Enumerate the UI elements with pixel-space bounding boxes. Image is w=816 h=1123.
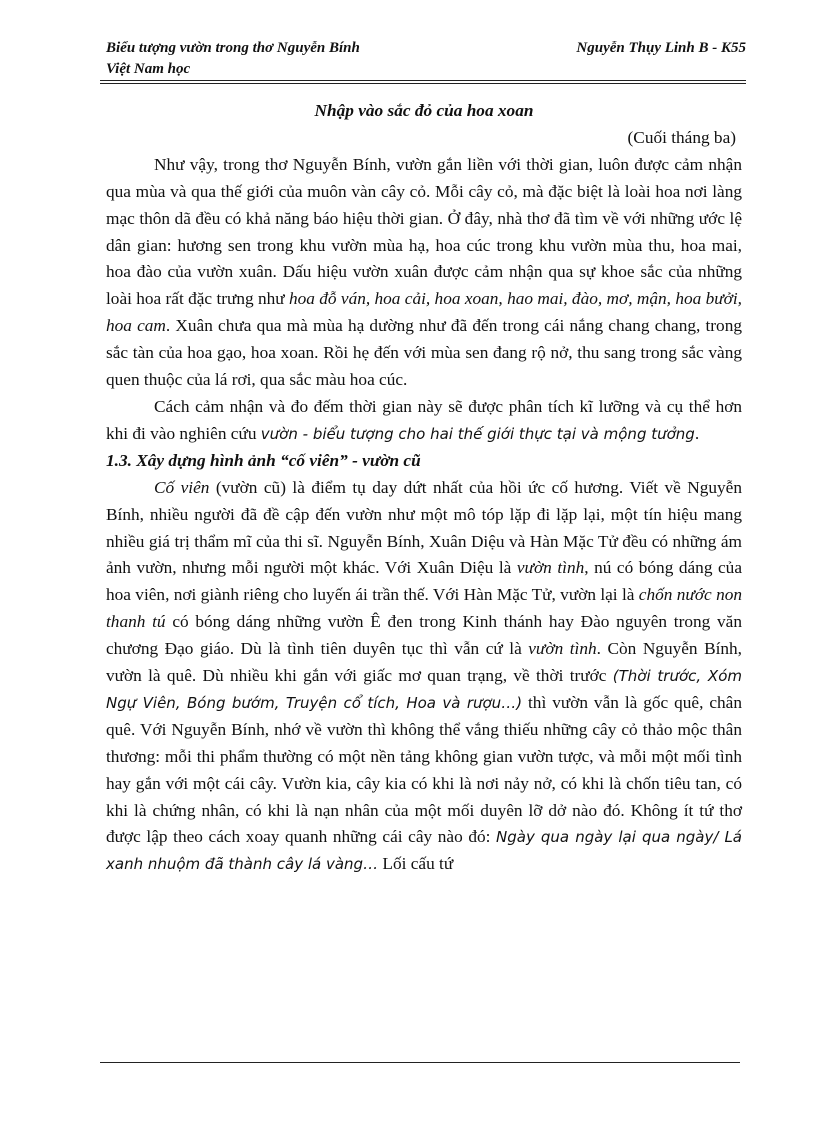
p2-italic-topic: vườn - biểu tượng cho hai thế giới thực tại và mộng tưởng xyxy=(260,424,695,443)
p3-italic-5: (Thời trước, Xóm Ngự Viên, Bóng bướm, Truyện cổ tích, Hoa và rượu…) xyxy=(106,667,742,712)
header-subject: Việt Nam học xyxy=(106,61,191,77)
p1-text-1: Như vậy, trong thơ Nguyễn Bính, vườn gắn liền với thời gian, luôn được cảm nhận qua mùa và qua thế giới của muôn vàn cây cỏ. Mỗi cây cỏ, mà đặc biệt là loài hoa nơi làng mạc thôn dã đều có khả năng báo hiệu thời gian. Ở đây, nhà thơ đã tìm về với những ước lệ dân gian: hương sen trong khu vườn mùa hạ, hoa cúc trong khu vườn mùa thu, hoa mai, hoa đào của vườn xuân. Dấu hiệu vườn xuân được cảm nhận qua sự khoe sắc của những loài hoa rất đặc trưng như xyxy=(106,154,742,309)
p3-text-6: Lối cấu tứ xyxy=(378,854,454,874)
poem-title: Nhập vào sắc đỏ của hoa xoan xyxy=(314,101,534,120)
p2-text-2: . xyxy=(694,423,700,443)
p3-text-3: có bóng dáng những vườn Ê đen trong Kinh thánh hay Đào nguyên trong văn chương Đạo giáo. Dù là tình tiên duyên tục thì vẫn cứ là xyxy=(106,612,742,659)
p1-text-2: . Xuân chưa qua mà mùa hạ dường như đã đến trong cái nắng chang chang, trong sắc tàn của hoa gạo, hoa xoan. Rồi hẹ đến với mùa sen đang rộ nở, thu sang trong sắc vàng quen thuộc của lá rơi, qua sắc màu hoa cúc. xyxy=(106,316,742,390)
paragraph-2 xyxy=(106,394,742,448)
footer-rule xyxy=(100,1062,740,1063)
header-author: Nguyễn Thụy Linh B - K55 xyxy=(576,40,746,56)
paragraph-1 xyxy=(106,152,742,394)
section-heading: 1.3. Xây dựng hình ảnh “cố viên” - vườn cũ xyxy=(106,450,421,470)
page-body xyxy=(106,98,742,878)
p3-italic-2: vườn tình xyxy=(516,558,585,578)
poem-note: (Cuối tháng ba) xyxy=(627,127,736,147)
header-rule xyxy=(100,80,746,81)
p3-text-5: thì vườn vẫn là gốc quê, chân quê. Với Nguyễn Bính, nhớ về vườn thì không thể vắng thiếu những cây cỏ thảo mộc thân thương: mỗi thi phẩm thường có một nền tảng không gian vườn tược, và mỗi một mối tình hay gắn với một cái cây. Vườn kia, cây kia có khi là nơi nảy nở, có khi là chốn tiêu tan, có khi là chứng nhân, có khi là nạn nhân của một mối duyên lỡ dở nào đó. Không ít tứ thơ được lập theo cách xoay quanh những cái cây nào đó: xyxy=(106,692,742,847)
p3-italic-6: Ngày qua ngày lại qua ngày/ Lá xanh nhuộm đã thành cây lá vàng… xyxy=(106,828,742,874)
p3-text-2: , nú có bóng dáng của hoa viên, nơi giành riêng cho luyến ái trần thế. Với Hàn Mặc Tử, vườn lại là xyxy=(106,558,742,605)
page-header xyxy=(106,38,746,80)
p1-italic-flowers: hoa đỗ ván, hoa cải, hoa xoan, hao mai, đào, mơ, mận, hoa bưởi, hoa cam xyxy=(106,289,742,336)
p3-italic-1: Cố viên xyxy=(154,477,210,497)
p2-text-1: Cách cảm nhận và đo đếm thời gian này sẽ được phân tích kĩ lưỡng và cụ thể hơn khi đi vào nghiên cứu xyxy=(106,396,742,443)
p3-italic-3: chốn nước non thanh tú xyxy=(106,585,742,632)
paragraph-3 xyxy=(106,475,742,879)
p3-text-1: (vườn cũ) là điểm tụ day dứt nhất của hồi ức cố hương. Viết về Nguyễn Bính, nhiều người đã đề cập đến vườn như một mô tóp lặp đi lặp lại, một tín hiệu mang nhiều giá trị thẩm mĩ của thi sĩ. Nguyễn Bính, Xuân Diệu và Hàn Mặc Tử đều có những ám ảnh vườn, nhưng mỗi người một khác. Với Xuân Diệu là xyxy=(106,477,742,578)
header-title: Biểu tượng vườn trong thơ Nguyễn Bính xyxy=(106,40,360,56)
p3-text-4: . Còn Nguyễn Bính, vườn là quê. Dù nhiều khi gắn với giấc mơ quan trạng, về thời trước xyxy=(106,639,742,686)
p3-italic-4: vườn tình xyxy=(528,639,597,659)
header-rule-thin xyxy=(100,83,746,84)
